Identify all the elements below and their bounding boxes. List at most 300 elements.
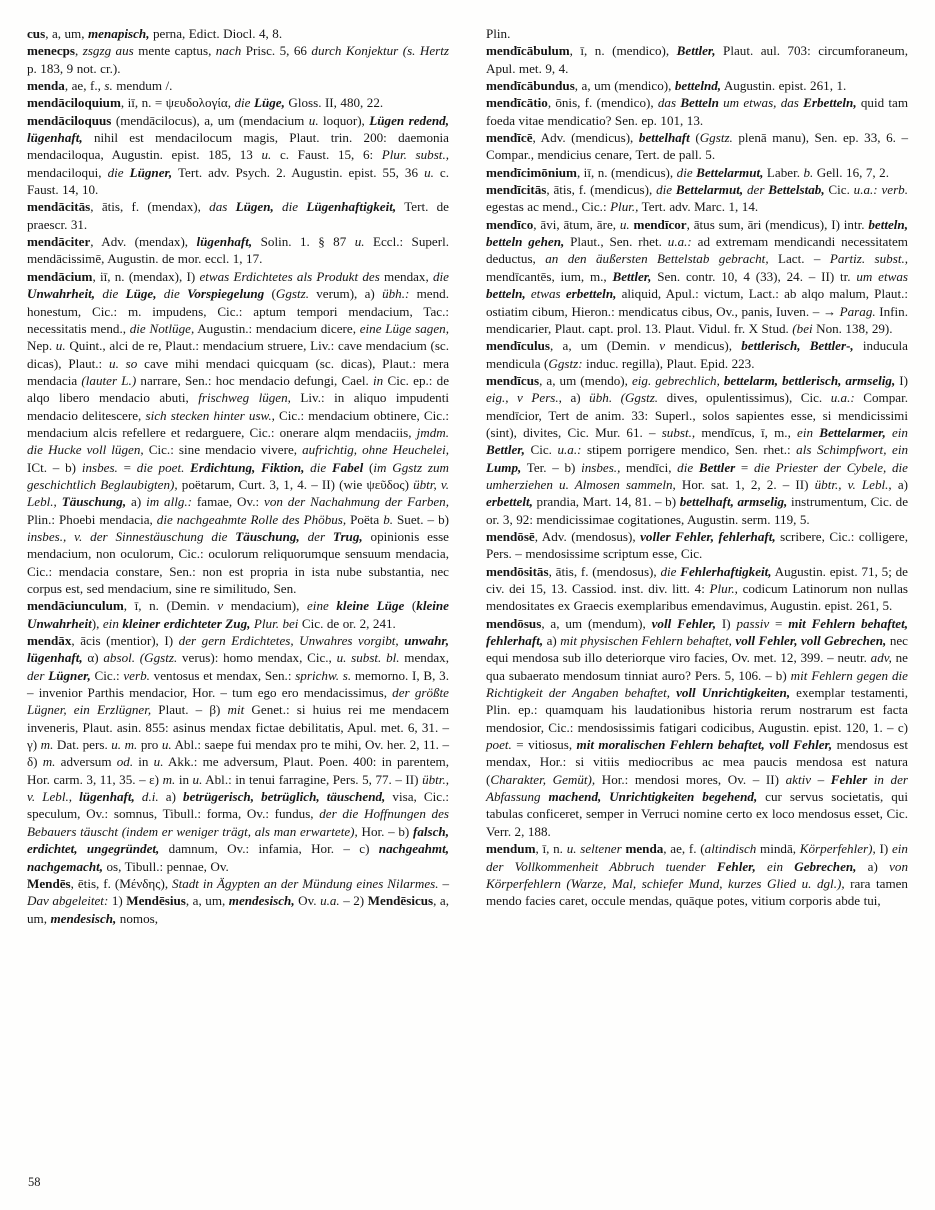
entry-text: p. 183, 9 not. cr.). [27,60,121,76]
entry-text: Plaut. aul. 703: circumforaneum, Apul. met. 9, 4. [486,43,908,76]
entry-text: bettelarm, bettlerisch, armselig, [719,372,896,388]
entry-text: der gern Erdichtetes, Unwahres vorgibt, [178,633,399,649]
entry-text: , a, um, [27,893,450,926]
entry-text: Tert. de praescr. 31. [27,199,449,232]
entry-text: a) [543,633,561,649]
entry-text: sich stecken hinter usw., [145,407,275,423]
entry-text: opinionis esse mendacium, non oculorum, Cic.: oculorum reliquorumque sensuum mendacia, Cic.: mendacia constare, Sen.: non est propria in ista nube substantia, nec corpus est, sed mendacium, sine re similitudo, Sen. [27,528,449,596]
entry-text: cur servus societatis, qui tabulas conficeret, semper in Verruci nomine certo ex loco mendosus esset, Cic. Verr. 2, 188. [486,789,908,839]
entry-text: , Adv. (mendosus), [534,528,641,544]
entry-text: voll Fehler, [651,615,717,631]
dictionary-entry [486,372,908,528]
entry-text: Bettler [693,459,736,475]
entry-text: bettelnd, [674,78,722,94]
entry-text: I) [875,841,892,857]
headword: mendīculus [486,338,551,354]
entry-text: , āvi, ātum, āre, [533,216,620,232]
entry-text: , ācis (mentior), I) [71,633,179,649]
entry-text: poëtarum, Curt. 3, 1, 4. – II) (wie ψεῦδος) [177,476,414,492]
dictionary-entry [27,632,449,875]
entry-text: die [273,199,299,215]
entry-text: Ter. – b) [521,459,582,475]
page-number: 58 [28,1175,41,1189]
entry-text: Fehlerhaftigkeit, [676,563,772,579]
entry-text: ein [755,858,784,874]
entry-text: eig., v Pers., [486,390,562,406]
entry-text: instrumentum, Cic. de or. 3, 92: mendicissimae cogitationes, Augustin. serm. 119, 5. [486,494,909,527]
entry-text: , a, um (mendum), [541,615,652,631]
entry-text: bettlerisch, Bettler-, [741,338,854,354]
entry-text: α) [82,650,104,666]
entry-text: ein [885,424,908,440]
dictionary-entry [486,94,908,129]
dictionary-entry [27,268,449,598]
headword: mendīcē [486,130,533,146]
entry-text: nomos, [116,910,158,926]
entry-text: die [107,164,124,180]
entry-text: kleiner erdichteter Zug, [118,615,251,631]
entry-text: die Priester der Cybele, die umherziehen u. Almosen sammeln, [486,459,908,492]
entry-text: der [27,667,45,683]
entry-text: perna, Edict. Diocl. 4, 8. [149,26,283,41]
entry-text: a) [158,789,184,805]
entry-text: mit Fehlern behaftet, fehlerhaft, [486,615,908,649]
entry-text: eine Lüge sagen, [359,320,449,336]
entry-text: an den äußersten Bettelstab gebracht, [545,251,769,267]
headword: cus [27,26,46,41]
entry-text: adv, [870,650,892,666]
entry-text: mendacium), [223,598,307,614]
entry-text: sprichw. s. [295,667,352,683]
entry-text: Augustin. epist. 261, 1. [721,78,847,94]
headword: mendīcābundus [486,78,575,94]
entry-text: Gebrechen, [783,858,857,874]
entry-text: induc. regilla), Plaut. Epid. 223. [582,355,755,371]
entry-text: (mendācilocus), a, um (mendacium [111,112,309,128]
entry-text: menapisch, [88,26,150,41]
entry-text: bettelhaft, armselig, [679,494,788,510]
headword: mendīcābulum [486,43,570,59]
entry-text: in der Abfassung [486,771,909,805]
entry-text: eig. gebrechlich, [631,372,720,388]
entry-text: Hor. sat. 1, 2, 2. – II) [675,476,815,492]
entry-text: Tert. adv. Psych. 2. Augustin. epist. 55, 36 [172,164,425,180]
headword: menda [27,78,65,94]
entry-text: betteln, [486,286,526,302]
entry-text: Prisc. 5, 66 [241,43,312,59]
entry-text: , ī, n. [535,841,567,857]
entry-text: verb. [123,667,150,683]
headword: Mendēsius [126,893,186,909]
headword: mendīcātio [486,95,548,111]
entry-text: , a, um (Demin. [550,338,660,354]
entry-text: Non. 138, 29). [812,320,893,336]
entry-text: Ggstz. [275,286,309,302]
entry-text: mendīci, [620,459,678,475]
entry-text: c. Faust. 14, 10. [27,164,449,198]
entry-text: etwas Erdichtetes als Produkt des [199,268,380,284]
entry-text: die nachgeahmte Rolle des Phöbus, [156,511,347,527]
entry-text: u.a.: [557,442,582,458]
entry-text: voll Fehler, voll Gebrechen, [731,633,887,649]
entry-text: Plin.: Phoebi mendacia, [27,511,157,527]
dictionary-entry [486,216,908,337]
entry-text: betrügerisch, betrüglich, täuschend, [183,789,386,805]
entry-text: ( [264,286,276,302]
headword: mendāciter [27,234,91,250]
entry-text: cave mihi mendaci quicquam (sc. dicas), Plaut.: mera mendacia [27,355,450,388]
entry-text: , ī, n. (Demin. [123,598,218,614]
entry-text: ICt. – b) [27,459,82,475]
entry-text: narrare, Sen.: hoc mendacio defungi, Cael. [136,372,374,388]
entry-text: Partiz. subst., [829,251,909,267]
entry-text: Nep. [27,338,56,354]
entry-text: ein [102,615,119,631]
entry-text: mit [227,702,245,718]
entry-text: Erdichtung, Fiktion, [184,459,305,475]
entry-text: ), [91,615,103,631]
entry-text: , a, um (mendo), [539,372,632,388]
entry-text: altindisch [704,841,757,857]
entry-text: Vorspiegelung [179,286,265,302]
entry-text: ( [689,130,700,146]
entry-text: nihil est mendacilocum magis, Plaut. trin. 200: daemonia mendaciloqua, Augustin. epist. 185, 13 [27,130,449,163]
entry-text: mendosus est mendax, Hor.: si vitiis mediocribus ac mea paucis mendosa est natura ( [486,737,908,787]
entry-text: u. [192,771,203,787]
entry-text: , ātis, f. (mendicus), [546,182,657,198]
entry-text: Bettler, [612,268,652,284]
dictionary-entry [27,94,449,111]
entry-text: subst., [661,424,696,440]
entry-text: insbes. [81,459,118,475]
dictionary-entry [27,112,449,199]
entry-text: Cic. de or. 2, 241. [298,615,396,631]
entry-text: die [677,459,694,475]
entry-text: , Adv. (mendax), [90,234,197,250]
entry-text: die [234,95,251,111]
entry-text: Trug, [325,528,363,544]
entry-text: u.a.: [667,234,692,250]
dictionary-entry [27,597,449,632]
headword: mendīcitās [486,182,547,198]
entry-text: absol. (Ggstz. [103,650,178,666]
entry-text: Infin. mendicarier, Plaut. capt. prol. 13. Plaut. Vidul. fr. X Stud. [486,303,908,336]
dictionary-entry [486,337,908,372]
entry-text: exemplar testamenti, Plin. ep.: quamquam his laudationibus historia rerum nostrarum est facta mendosior, Cic.: mendosissimis fatigari codicibus, Augustin. epist. 120, 1. – c) [486,685,908,735]
entry-text: u.a. [320,893,340,909]
entry-text: mit Fehlern gegen die Richtigkeit der Angaben behaftet, [486,667,908,701]
entry-text: Ov. [294,893,321,909]
entry-text: Eccl.: Superl. mendācissimē, Augustin. de mor. eccl. 1, 17. [27,234,450,267]
entry-text: Akk.: me adversum, Plaut. Poen. 400: in parentem, Hor. carm. 3, 11, 35. – ε) [27,754,449,787]
entry-text: , a, um, [185,893,229,909]
entry-text: mendax, [379,268,433,284]
entry-text: codicum Latinorum non nullas mendositates ex Graecis exemplaribus emendavimus, Augustin. epist. 261, 5. [486,581,908,614]
entry-text: , ae, f., [64,78,105,94]
headword: mendōsē [486,528,535,544]
headword: mendīcimōnium [486,164,577,180]
entry-text: ne qua subaerato mendosum tinniat auro? Pers. 5, 106. – b) [486,650,908,683]
entry-text: kleine Lüge [328,598,405,614]
entry-text: unwahr, lügenhaft, [27,633,450,666]
entry-text: = [769,615,789,631]
entry-text: verum), a) [308,286,383,302]
entry-text: , iī, n. (mendax), I) [92,268,200,284]
entry-text: plenā manu), Sen. ep. 33, 6. – Compar., mendicius cenare, Tert. de pall. 5. [486,130,908,163]
entry-text: Lügner, [44,667,91,683]
entry-text: nach [215,43,242,59]
entry-text: – 2) [339,893,368,909]
column-left [27,25,449,927]
dictionary-entry [486,528,908,563]
entry-text: Hor. – b) [357,823,413,839]
entry-text: kleine Unwahrheit [27,598,449,631]
entry-text: Lügner, [123,164,173,180]
entry-text: frischweg lügen, [198,390,291,406]
entry-text: aktiv [785,771,812,787]
headword: mendāciunculum [27,598,124,614]
entry-text: Plaut. – β) [151,702,228,718]
entry-text: Cic. [524,442,558,458]
entry-text: Lüge, [250,95,285,111]
entry-text: Quint., alci de re, Plaut.: mendacium struere, Liv.: cave mendacium (sc. dicas), Plaut.: [27,338,449,371]
entry-text: insbes., [581,459,621,475]
entry-text: mendīcantēs, ium, m., [486,268,613,284]
entry-text: Liv.: in aliquo impudenti mendacio delitescere, [27,390,449,423]
entry-text: , iī, n. (mendicus), [576,164,677,180]
entry-text: Gell. 16, 7, 2. [813,164,889,180]
entry-text: (lauter L.) [81,372,137,388]
entry-text: die Notlüge, [129,320,195,336]
entry-text: Lügenhaftigkeit, [298,199,397,215]
entry-text: voll Unrichtigkeiten, [670,685,791,701]
entry-text: = [735,459,754,475]
entry-text: damnum, Ov.: infamia, Hor. – c) [159,841,379,857]
entry-text: Plur., [709,581,738,596]
entry-text: um etwas [856,268,908,284]
entry-text: u. [161,737,172,753]
entry-text: Cic.: sine mendacio vivere, [143,442,303,458]
entry-text: übtr, v. Lebl., [27,476,449,510]
entry-text: eine [307,598,329,614]
entry-text: die [95,286,119,302]
entry-text: Fehler, [705,858,756,874]
entry-text: Täuschung, [56,494,127,510]
entry-text: Augustin. epist. 71, 5; de civ. dei 15, 13. Cassiod. inst. div. litt. 4: [486,563,908,596]
entry-text: , ī, n. (mendico), [569,43,677,59]
entry-text: scribere, Cic.: colligere, Pers. – mendosissime scriptum esse, Cic. [486,528,908,562]
dictionary-entry [27,25,449,42]
headword: Mendēs [27,875,71,891]
entry-text: passiv [736,615,770,631]
entry-text: Bettelarmut, [672,182,744,198]
headword: mendācitās [27,199,91,215]
entry-text: Laber. [763,164,804,180]
entry-text: der größte Lügner, ein Erzlügner, [27,685,449,718]
entry-text: Ggstz: [548,355,583,371]
entry-text: lügenhaft, [72,789,135,805]
entry-text: der [743,182,765,198]
entry-text: nec equi mendosa sub illo deteriorque viro facies, Ov. met. 12, 399. – neutr. [486,633,908,666]
entry-text: u. [354,234,365,250]
entry-text: mend. honestum, Cic.: m. impudens, Cic.: aptum tempori mendacium, Tac.: necessitatis mend., [27,286,449,336]
headword: mendōsus [486,615,542,631]
entry-text: Cic. ep.: de alqo libero mendacio abuti, [27,372,450,406]
entry-text: os, Tibull.: pennae, Ov. [103,858,229,874]
entry-text: Stadt in Ägypten an der Mündung eines Nilarmes. – Dav abgeleitet: [27,875,450,909]
entry-text: , iī, n. = ψευδολογία, [120,95,235,111]
entry-text: aliquid, Apul.: victum, Lact.: ab alqo malum, Plaut.: ostiatim cibum, Hieron.: mendicatus cibus, Ov., panis, Iuven. – → [486,286,908,319]
entry-text: stipem porrigere mendico, Sen. rhet.: [581,442,797,458]
entry-text: Plaut., Sen. rhet. [564,234,668,250]
entry-text: 1) [108,893,127,909]
entry-text: mendum /. [112,78,173,94]
entry-text: etwas [525,286,561,302]
entry-text: pro [137,737,162,753]
entry-text: Abl.: saepe fui mendax pro te mihi, Ov. her. 2, 11. – δ) [27,737,449,770]
entry-text: Genet.: si huius rei me mendacem inveneris, Plaut. asin. 855: asinus mendax fictae debilitatis, Apul. met. 6, 31. – γ) [27,702,450,753]
entry-text: im Ggstz zum geschichtlich Beglaubigten), [27,459,449,492]
entry-text: u. [55,338,66,354]
dictionary-entry [486,77,908,94]
entry-text: Parag. [839,303,876,319]
entry-text: Abl.: in tenui farragine, Pers. 5, 77. – II) [202,771,423,787]
entry-text: Lact. – [768,251,830,267]
entry-text: b. [803,164,814,180]
headword: menecps [27,43,76,59]
entry-text: falsch, erdichtet, ungegründet, [27,823,449,857]
entry-text: c. Faust. 15, 6: [271,147,382,163]
entry-text: von Körperfehlern (Warze, Mal, schiefer Mund, kurzes Glied u. dgl.), [486,858,908,891]
entry-text: , Adv. (mendicus), [532,130,639,146]
dictionary-entry [27,233,449,268]
entry-text: , ae, f. ( [663,841,705,857]
headword: mendācium [27,268,93,284]
entry-text: Bettelstab, [764,182,825,198]
entry-text: ( [404,598,417,614]
entry-text: , ātis, f. (mendax), [90,199,210,215]
entry-text: übtr., v. Lebl., [814,476,892,492]
entry-text: d.i. [134,789,159,805]
dictionary-entry [486,615,908,840]
entry-text: Lump, [486,459,522,475]
entry-text: betteln, betteln gehen, [486,216,908,250]
entry-text: rara tamen mendo facies caret, occule mendas, quāque potes, vitium corporis abde tui, [486,875,908,909]
headword: mendāx [27,633,72,649]
dictionary-entry [27,875,449,927]
entry-text: Solin. 1. § 87 [252,234,355,250]
dictionary-entry [486,563,908,615]
entry-text: , a, um (mendico), [574,78,675,94]
headword: mendāciloquium [27,95,121,111]
entry-text: a) [856,858,890,874]
entry-text: in [373,372,384,388]
entry-text: von der Nachahmung der Farben, [264,494,450,510]
entry-text: ein der Vollkommenheit Abbruch tuender [486,841,908,874]
entry-text: durch Konjektur (s. Hertz [311,43,449,59]
entry-text: aufrichtig, ohne Heuchelei, [302,442,449,458]
entry-text: Lügen, [227,199,274,215]
dictionary-entry [486,840,908,909]
entry-text: – [811,771,831,787]
entry-text: mendaciloqui, [27,164,108,180]
entry-text: u.a.: [830,390,855,406]
entry-text: das [657,95,677,111]
entry-text: Suet. – b) [393,511,449,527]
entry-text: verus): homo mendax, Cic., [177,650,337,666]
entry-text: die [656,182,673,198]
entry-text: Cic.: mendacium obtinere, Cic.: mendacium alcis refellere et redarguere, Cic.: onerare alqm mendaciis, [27,407,450,440]
entry-text: im allg.: [146,494,193,510]
entry-text: adversum [55,754,117,770]
entry-text: Fehler [830,771,868,787]
entry-text: m. [40,737,54,753]
headword: mendum [486,841,536,857]
entry-text: lügenhaft, [196,234,253,250]
entry-text: ad extremam mendicandi necessitatem deductus, [486,234,908,267]
entry-text: s. [104,78,113,94]
entry-text: Augustin.: mendacium dicere, [194,320,360,336]
headword: menda [625,841,664,857]
entry-text: mendesisch, [50,910,117,926]
entry-text: , ētis, f. (Μένδης), [70,875,173,891]
entry-text: in [175,771,193,787]
entry-text: Cic. [824,182,854,198]
entry-text: jmdm. die Hucke voll lügen, [27,424,449,458]
entry-text: v [217,598,224,614]
entry-text: nachgeahmt, nachgemacht, [27,841,449,874]
entry-text: u. [308,112,319,128]
entry-text: u. [619,216,630,232]
entry-text: Gloss. II, 480, 22. [284,95,384,111]
dictionary-entry [486,25,908,42]
entry-text: um etwas, das [718,95,799,111]
entry-text: Plur. bei [250,615,299,631]
entry-text: , ōnis, f. (mendico), [547,95,658,111]
entry-text: ventosus et mendax, Sen.: [149,667,296,683]
entry-text: = vitiosus, [511,737,577,753]
entry-text: machend, Unrichtigkeiten begehend, [540,789,758,805]
entry-text: die [660,563,677,579]
entry-text: u.a.: [853,182,878,198]
entry-text: (bei [792,320,813,336]
headword: mendīcus [486,372,540,388]
entry-text: Unwahrheit, [27,286,96,302]
dictionary-entry [27,42,449,77]
text-columns [27,25,908,927]
entry-text: = [117,459,137,475]
entry-text: übtr., v. Lebl., [27,771,449,805]
entry-text: Bettler, [676,43,716,59]
entry-text: , [75,43,83,59]
headword: Mendēsicus [367,893,434,909]
entry-text: Täuschung, [227,528,300,544]
entry-text: Lügen redend, lügenhaft, [27,112,449,146]
entry-text: Körperfehler), [799,841,876,857]
entry-text: bettelhaft [638,130,690,146]
entry-text: famae, Ov.: [192,494,265,510]
entry-text: erbetteln, [560,286,617,302]
entry-text: voller Fehler, fehlerhaft, [640,528,776,544]
entry-text: insbes., v. der Sinnestäuschung die [27,528,228,544]
entry-text: ( [363,459,374,475]
entry-text: prandia, Mart. 14, 81. – b) [532,494,680,510]
entry-text: Plur., [610,199,639,215]
entry-text: Erbetteln, [798,95,857,111]
entry-text: Cic.: [90,667,124,683]
entry-text: poet. [486,737,512,753]
entry-text: u. [153,754,164,770]
